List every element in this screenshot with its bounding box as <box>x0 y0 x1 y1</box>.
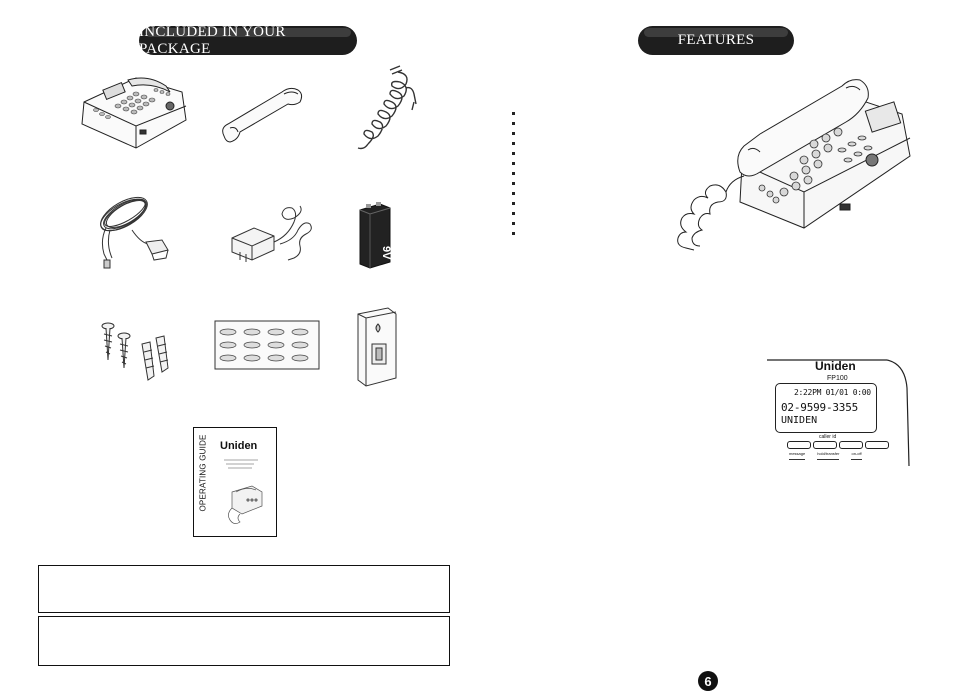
display-key <box>865 441 889 449</box>
guide-cover-phone-icon <box>218 456 268 528</box>
notice-box-2 <box>38 616 450 666</box>
wall-mount-bracket-icon <box>350 306 404 388</box>
display-key <box>787 441 811 449</box>
base-phone-icon <box>78 72 190 154</box>
battery-icon <box>356 200 396 270</box>
hold-button-label: hold/transfer <box>817 451 839 460</box>
lcd-row-name: UNIDEN <box>781 415 818 426</box>
onoff-button-label: on-off <box>851 451 861 460</box>
battery-label: 9V <box>380 246 392 260</box>
lcd-screen <box>775 383 877 433</box>
lcd-row-number: 02-9599-3355 <box>781 401 859 414</box>
phone-illustration-icon <box>664 76 924 256</box>
display-keys <box>787 441 889 449</box>
screws-anchors-icon <box>96 316 172 386</box>
included-heading <box>139 23 357 57</box>
display-key <box>813 441 837 449</box>
display-model: FP100 <box>827 375 848 382</box>
lcd-row-time: 2:22PM 01/01 0:00 <box>794 388 871 397</box>
guide-spine-text: OPERATING GUIDE <box>198 434 208 512</box>
included-heading-text: INCLUDED IN YOUR PACKAGE <box>139 23 286 57</box>
notice-box-1 <box>38 565 450 613</box>
page-number: 6 <box>698 671 718 691</box>
handset-icon <box>218 80 308 146</box>
coiled-cord-icon <box>340 64 420 154</box>
features-heading-text: FEATURES <box>677 32 755 48</box>
ac-adapter-icon <box>228 200 318 266</box>
features-heading <box>638 26 794 55</box>
display-button-row <box>789 451 862 460</box>
display-panel <box>767 358 911 470</box>
label-sheet-icon <box>214 320 320 370</box>
message-button-label: message <box>789 451 805 460</box>
feature-bullets <box>512 112 516 242</box>
operating-guide-icon <box>193 427 277 537</box>
display-key <box>839 441 863 449</box>
line-cord-adapter-icon <box>92 184 172 276</box>
guide-brand: Uniden <box>220 440 258 452</box>
display-brand: Uniden <box>815 359 856 373</box>
caller-id-caption: caller id <box>819 434 837 440</box>
